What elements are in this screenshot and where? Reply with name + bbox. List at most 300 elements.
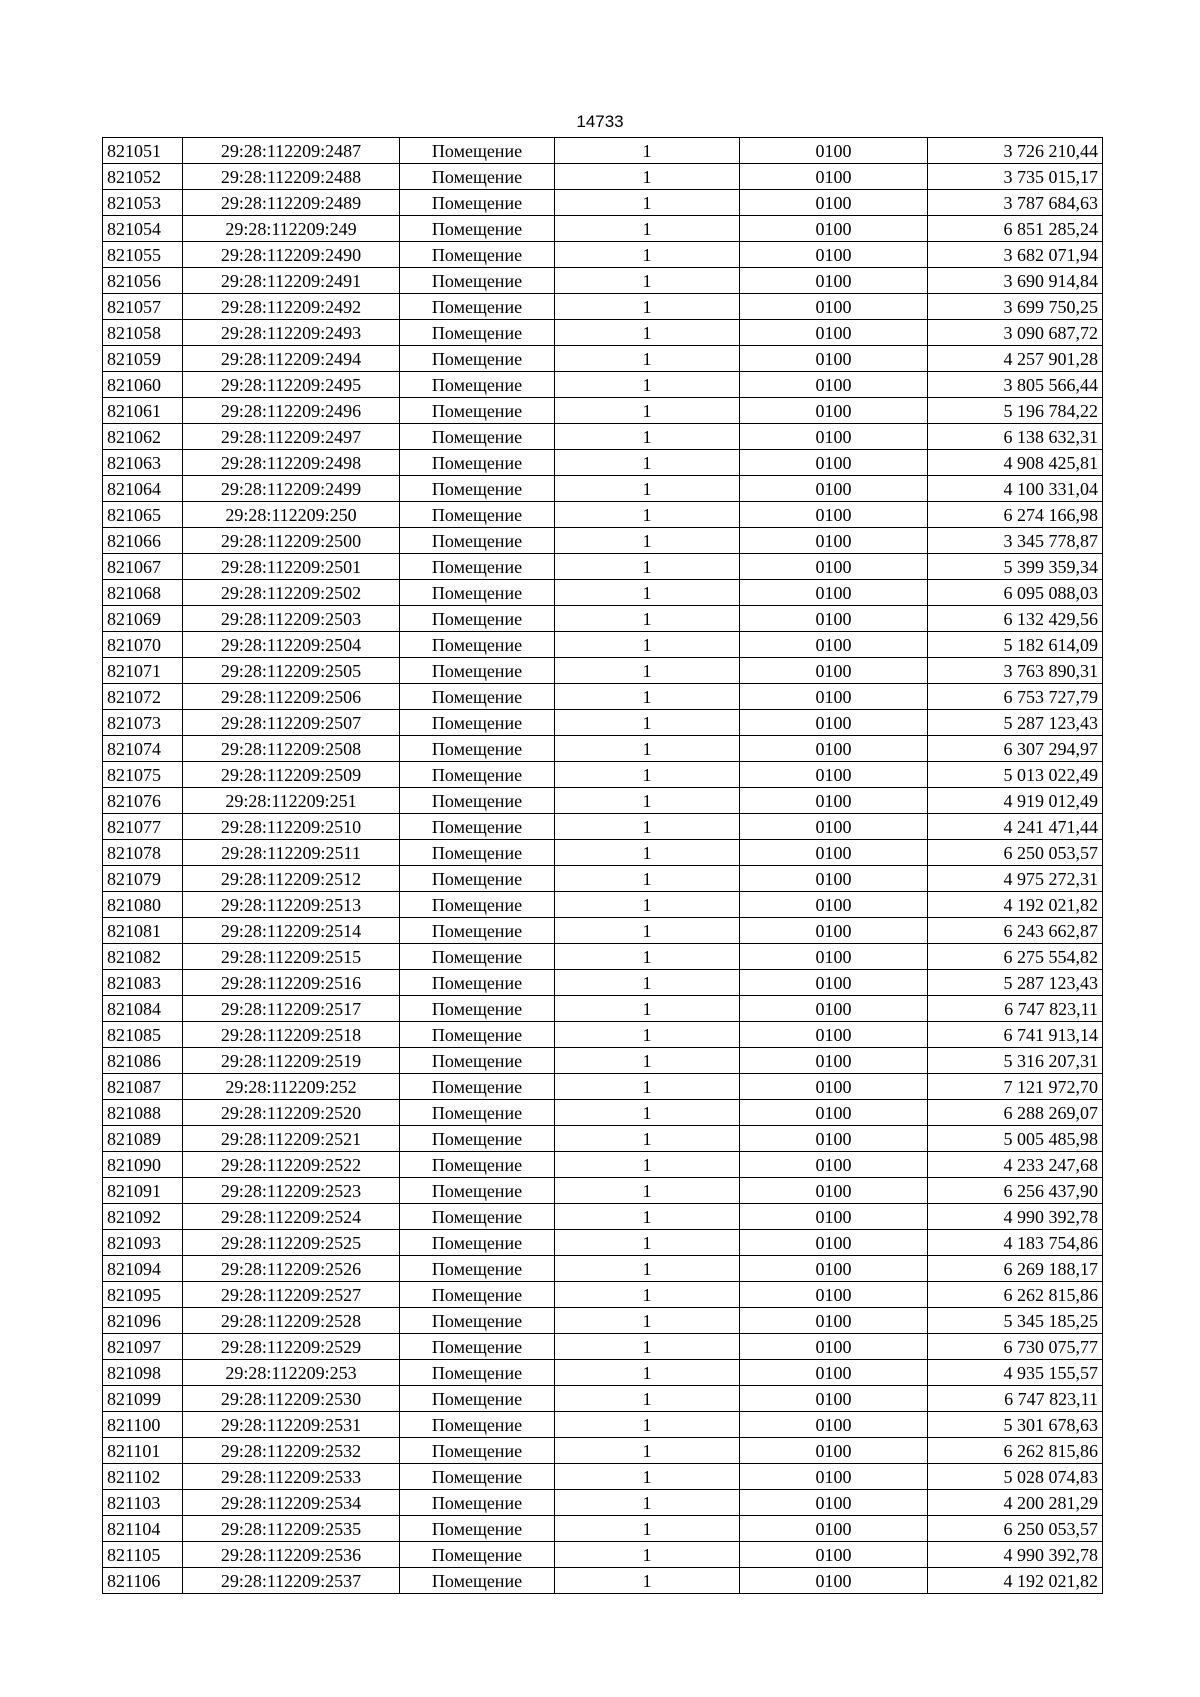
quantity-cell: 1	[555, 528, 740, 554]
object-type-cell: Помещение	[400, 476, 555, 502]
row-number-cell: 821082	[103, 944, 183, 970]
table-row	[103, 528, 1103, 554]
object-type-cell: Помещение	[400, 320, 555, 346]
cadastral-number-cell: 29:28:112209:251	[183, 788, 400, 814]
row-number-cell: 821051	[103, 138, 183, 164]
cadastral-number-cell: 29:28:112209:2509	[183, 762, 400, 788]
code-cell: 0100	[740, 866, 928, 892]
code-cell: 0100	[740, 1542, 928, 1568]
cadastral-number-cell: 29:28:112209:2488	[183, 164, 400, 190]
code-cell: 0100	[740, 1438, 928, 1464]
value-cell: 6 256 437,90	[928, 1178, 1103, 1204]
quantity-cell: 1	[555, 1152, 740, 1178]
row-number-cell: 821103	[103, 1490, 183, 1516]
value-cell: 6 307 294,97	[928, 736, 1103, 762]
table-row	[103, 996, 1103, 1022]
object-type-cell: Помещение	[400, 216, 555, 242]
object-type-cell: Помещение	[400, 892, 555, 918]
row-number-cell: 821096	[103, 1308, 183, 1334]
cadastral-number-cell: 29:28:112209:2498	[183, 450, 400, 476]
row-number-cell: 821066	[103, 528, 183, 554]
code-cell: 0100	[740, 1256, 928, 1282]
value-cell: 5 316 207,31	[928, 1048, 1103, 1074]
code-cell: 0100	[740, 1568, 928, 1594]
code-cell: 0100	[740, 1022, 928, 1048]
object-type-cell: Помещение	[400, 1516, 555, 1542]
quantity-cell: 1	[555, 1490, 740, 1516]
row-number-cell: 821097	[103, 1334, 183, 1360]
value-cell: 6 741 913,14	[928, 1022, 1103, 1048]
value-cell: 4 990 392,78	[928, 1542, 1103, 1568]
code-cell: 0100	[740, 398, 928, 424]
value-cell: 6 138 632,31	[928, 424, 1103, 450]
row-number-cell: 821070	[103, 632, 183, 658]
value-cell: 4 192 021,82	[928, 892, 1103, 918]
quantity-cell: 1	[555, 1022, 740, 1048]
row-number-cell: 821106	[103, 1568, 183, 1594]
object-type-cell: Помещение	[400, 502, 555, 528]
quantity-cell: 1	[555, 710, 740, 736]
table-row	[103, 476, 1103, 502]
quantity-cell: 1	[555, 1100, 740, 1126]
quantity-cell: 1	[555, 268, 740, 294]
cadastral-number-cell: 29:28:112209:2516	[183, 970, 400, 996]
quantity-cell: 1	[555, 762, 740, 788]
table-row	[103, 944, 1103, 970]
cadastral-number-cell: 29:28:112209:2494	[183, 346, 400, 372]
object-type-cell: Помещение	[400, 450, 555, 476]
quantity-cell: 1	[555, 580, 740, 606]
object-type-cell: Помещение	[400, 1334, 555, 1360]
table-row	[103, 1126, 1103, 1152]
value-cell: 3 735 015,17	[928, 164, 1103, 190]
code-cell: 0100	[740, 1152, 928, 1178]
quantity-cell: 1	[555, 164, 740, 190]
quantity-cell: 1	[555, 1438, 740, 1464]
cadastral-number-cell: 29:28:112209:253	[183, 1360, 400, 1386]
cadastral-number-cell: 29:28:112209:2515	[183, 944, 400, 970]
value-cell: 4 975 272,31	[928, 866, 1103, 892]
value-cell: 5 301 678,63	[928, 1412, 1103, 1438]
object-type-cell: Помещение	[400, 1542, 555, 1568]
code-cell: 0100	[740, 320, 928, 346]
value-cell: 6 262 815,86	[928, 1438, 1103, 1464]
object-type-cell: Помещение	[400, 528, 555, 554]
object-type-cell: Помещение	[400, 1282, 555, 1308]
code-cell: 0100	[740, 346, 928, 372]
cadastral-number-cell: 29:28:112209:2526	[183, 1256, 400, 1282]
code-cell: 0100	[740, 554, 928, 580]
object-type-cell: Помещение	[400, 190, 555, 216]
table-row	[103, 1360, 1103, 1386]
value-cell: 3 805 566,44	[928, 372, 1103, 398]
table-row	[103, 346, 1103, 372]
object-type-cell: Помещение	[400, 814, 555, 840]
row-number-cell: 821092	[103, 1204, 183, 1230]
quantity-cell: 1	[555, 944, 740, 970]
value-cell: 5 005 485,98	[928, 1126, 1103, 1152]
value-cell: 5 399 359,34	[928, 554, 1103, 580]
value-cell: 4 908 425,81	[928, 450, 1103, 476]
table-row	[103, 1334, 1103, 1360]
cadastral-number-cell: 29:28:112209:2487	[183, 138, 400, 164]
table-row	[103, 918, 1103, 944]
row-number-cell: 821094	[103, 1256, 183, 1282]
code-cell: 0100	[740, 1178, 928, 1204]
code-cell: 0100	[740, 710, 928, 736]
code-cell: 0100	[740, 1334, 928, 1360]
object-type-cell: Помещение	[400, 1412, 555, 1438]
cadastral-number-cell: 29:28:112209:2530	[183, 1386, 400, 1412]
quantity-cell: 1	[555, 320, 740, 346]
code-cell: 0100	[740, 1204, 928, 1230]
table-row	[103, 424, 1103, 450]
table-row	[103, 1282, 1103, 1308]
quantity-cell: 1	[555, 996, 740, 1022]
value-cell: 7 121 972,70	[928, 1074, 1103, 1100]
table-row	[103, 762, 1103, 788]
value-cell: 4 257 901,28	[928, 346, 1103, 372]
code-cell: 0100	[740, 268, 928, 294]
table-row	[103, 788, 1103, 814]
table-row	[103, 1230, 1103, 1256]
table-row	[103, 736, 1103, 762]
row-number-cell: 821069	[103, 606, 183, 632]
code-cell: 0100	[740, 736, 928, 762]
table-row	[103, 1100, 1103, 1126]
row-number-cell: 821057	[103, 294, 183, 320]
row-number-cell: 821055	[103, 242, 183, 268]
cadastral-number-cell: 29:28:112209:2513	[183, 892, 400, 918]
cadastral-number-cell: 29:28:112209:2512	[183, 866, 400, 892]
cadastral-number-cell: 29:28:112209:2511	[183, 840, 400, 866]
code-cell: 0100	[740, 1516, 928, 1542]
table-row	[103, 294, 1103, 320]
table-row	[103, 840, 1103, 866]
value-cell: 6 288 269,07	[928, 1100, 1103, 1126]
object-type-cell: Помещение	[400, 840, 555, 866]
table-row	[103, 450, 1103, 476]
value-cell: 6 095 088,03	[928, 580, 1103, 606]
code-cell: 0100	[740, 1308, 928, 1334]
row-number-cell: 821087	[103, 1074, 183, 1100]
object-type-cell: Помещение	[400, 996, 555, 1022]
object-type-cell: Помещение	[400, 1204, 555, 1230]
code-cell: 0100	[740, 1100, 928, 1126]
row-number-cell: 821093	[103, 1230, 183, 1256]
cadastral-number-cell: 29:28:112209:2500	[183, 528, 400, 554]
object-type-cell: Помещение	[400, 1308, 555, 1334]
cadastral-number-cell: 29:28:112209:2490	[183, 242, 400, 268]
cadastral-number-cell: 29:28:112209:2535	[183, 1516, 400, 1542]
quantity-cell: 1	[555, 242, 740, 268]
quantity-cell: 1	[555, 918, 740, 944]
object-type-cell: Помещение	[400, 554, 555, 580]
row-number-cell: 821056	[103, 268, 183, 294]
cadastral-number-cell: 29:28:112209:2496	[183, 398, 400, 424]
cadastral-number-cell: 29:28:112209:2523	[183, 1178, 400, 1204]
table-row	[103, 1022, 1103, 1048]
value-cell: 4 935 155,57	[928, 1360, 1103, 1386]
object-type-cell: Помещение	[400, 1152, 555, 1178]
row-number-cell: 821090	[103, 1152, 183, 1178]
row-number-cell: 821095	[103, 1282, 183, 1308]
code-cell: 0100	[740, 294, 928, 320]
table-row	[103, 268, 1103, 294]
object-type-cell: Помещение	[400, 424, 555, 450]
row-number-cell: 821100	[103, 1412, 183, 1438]
code-cell: 0100	[740, 450, 928, 476]
row-number-cell: 821080	[103, 892, 183, 918]
row-number-cell: 821101	[103, 1438, 183, 1464]
value-cell: 4 192 021,82	[928, 1568, 1103, 1594]
table-row	[103, 710, 1103, 736]
quantity-cell: 1	[555, 1048, 740, 1074]
row-number-cell: 821078	[103, 840, 183, 866]
value-cell: 4 200 281,29	[928, 1490, 1103, 1516]
table-row	[103, 1490, 1103, 1516]
code-cell: 0100	[740, 1490, 928, 1516]
object-type-cell: Помещение	[400, 1438, 555, 1464]
registry-table-body	[103, 138, 1103, 1594]
cadastral-number-cell: 29:28:112209:2536	[183, 1542, 400, 1568]
value-cell: 6 250 053,57	[928, 840, 1103, 866]
cadastral-number-cell: 29:28:112209:2493	[183, 320, 400, 346]
row-number-cell: 821068	[103, 580, 183, 606]
row-number-cell: 821086	[103, 1048, 183, 1074]
quantity-cell: 1	[555, 736, 740, 762]
cadastral-number-cell: 29:28:112209:2532	[183, 1438, 400, 1464]
row-number-cell: 821062	[103, 424, 183, 450]
quantity-cell: 1	[555, 606, 740, 632]
value-cell: 6 851 285,24	[928, 216, 1103, 242]
quantity-cell: 1	[555, 788, 740, 814]
cadastral-number-cell: 29:28:112209:2534	[183, 1490, 400, 1516]
table-row	[103, 1074, 1103, 1100]
object-type-cell: Помещение	[400, 1178, 555, 1204]
value-cell: 6 753 727,79	[928, 684, 1103, 710]
quantity-cell: 1	[555, 1126, 740, 1152]
object-type-cell: Помещение	[400, 1568, 555, 1594]
object-type-cell: Помещение	[400, 398, 555, 424]
object-type-cell: Помещение	[400, 684, 555, 710]
code-cell: 0100	[740, 164, 928, 190]
code-cell: 0100	[740, 814, 928, 840]
code-cell: 0100	[740, 1360, 928, 1386]
value-cell: 6 747 823,11	[928, 996, 1103, 1022]
table-row	[103, 138, 1103, 164]
quantity-cell: 1	[555, 632, 740, 658]
page-number: 14733	[576, 112, 624, 131]
table-row	[103, 1542, 1103, 1568]
row-number-cell: 821075	[103, 762, 183, 788]
table-row	[103, 320, 1103, 346]
row-number-cell: 821064	[103, 476, 183, 502]
object-type-cell: Помещение	[400, 762, 555, 788]
cadastral-number-cell: 29:28:112209:2508	[183, 736, 400, 762]
row-number-cell: 821102	[103, 1464, 183, 1490]
row-number-cell: 821074	[103, 736, 183, 762]
code-cell: 0100	[740, 762, 928, 788]
table-row	[103, 632, 1103, 658]
quantity-cell: 1	[555, 866, 740, 892]
value-cell: 6 275 554,82	[928, 944, 1103, 970]
code-cell: 0100	[740, 528, 928, 554]
quantity-cell: 1	[555, 1516, 740, 1542]
table-row	[103, 190, 1103, 216]
cadastral-number-cell: 29:28:112209:250	[183, 502, 400, 528]
value-cell: 6 730 075,77	[928, 1334, 1103, 1360]
code-cell: 0100	[740, 1048, 928, 1074]
code-cell: 0100	[740, 1412, 928, 1438]
code-cell: 0100	[740, 580, 928, 606]
cadastral-number-cell: 29:28:112209:2528	[183, 1308, 400, 1334]
cadastral-number-cell: 29:28:112209:2524	[183, 1204, 400, 1230]
table-row	[103, 892, 1103, 918]
row-number-cell: 821054	[103, 216, 183, 242]
code-cell: 0100	[740, 424, 928, 450]
cadastral-number-cell: 29:28:112209:2491	[183, 268, 400, 294]
code-cell: 0100	[740, 970, 928, 996]
row-number-cell: 821059	[103, 346, 183, 372]
quantity-cell: 1	[555, 1464, 740, 1490]
quantity-cell: 1	[555, 1542, 740, 1568]
table-row	[103, 502, 1103, 528]
row-number-cell: 821085	[103, 1022, 183, 1048]
object-type-cell: Помещение	[400, 866, 555, 892]
row-number-cell: 821061	[103, 398, 183, 424]
value-cell: 3 090 687,72	[928, 320, 1103, 346]
quantity-cell: 1	[555, 684, 740, 710]
quantity-cell: 1	[555, 554, 740, 580]
value-cell: 5 287 123,43	[928, 970, 1103, 996]
object-type-cell: Помещение	[400, 1230, 555, 1256]
value-cell: 5 287 123,43	[928, 710, 1103, 736]
row-number-cell: 821076	[103, 788, 183, 814]
row-number-cell: 821060	[103, 372, 183, 398]
row-number-cell: 821089	[103, 1126, 183, 1152]
object-type-cell: Помещение	[400, 710, 555, 736]
code-cell: 0100	[740, 190, 928, 216]
cadastral-number-cell: 29:28:112209:2489	[183, 190, 400, 216]
cadastral-number-cell: 29:28:112209:2501	[183, 554, 400, 580]
object-type-cell: Помещение	[400, 658, 555, 684]
table-row	[103, 1386, 1103, 1412]
quantity-cell: 1	[555, 840, 740, 866]
quantity-cell: 1	[555, 398, 740, 424]
value-cell: 3 682 071,94	[928, 242, 1103, 268]
value-cell: 5 345 185,25	[928, 1308, 1103, 1334]
table-row	[103, 1152, 1103, 1178]
object-type-cell: Помещение	[400, 918, 555, 944]
value-cell: 5 013 022,49	[928, 762, 1103, 788]
object-type-cell: Помещение	[400, 944, 555, 970]
cadastral-number-cell: 29:28:112209:2521	[183, 1126, 400, 1152]
code-cell: 0100	[740, 918, 928, 944]
table-row	[103, 1048, 1103, 1074]
quantity-cell: 1	[555, 814, 740, 840]
row-number-cell: 821098	[103, 1360, 183, 1386]
quantity-cell: 1	[555, 450, 740, 476]
value-cell: 4 183 754,86	[928, 1230, 1103, 1256]
table-row	[103, 606, 1103, 632]
cadastral-number-cell: 29:28:112209:2495	[183, 372, 400, 398]
object-type-cell: Помещение	[400, 1022, 555, 1048]
code-cell: 0100	[740, 1464, 928, 1490]
row-number-cell: 821088	[103, 1100, 183, 1126]
value-cell: 6 747 823,11	[928, 1386, 1103, 1412]
table-row	[103, 372, 1103, 398]
cadastral-number-cell: 29:28:112209:2503	[183, 606, 400, 632]
table-row	[103, 1568, 1103, 1594]
cadastral-number-cell: 29:28:112209:2506	[183, 684, 400, 710]
row-number-cell: 821105	[103, 1542, 183, 1568]
code-cell: 0100	[740, 944, 928, 970]
quantity-cell: 1	[555, 372, 740, 398]
code-cell: 0100	[740, 1386, 928, 1412]
row-number-cell: 821084	[103, 996, 183, 1022]
quantity-cell: 1	[555, 138, 740, 164]
code-cell: 0100	[740, 892, 928, 918]
value-cell: 6 250 053,57	[928, 1516, 1103, 1542]
code-cell: 0100	[740, 1074, 928, 1100]
row-number-cell: 821063	[103, 450, 183, 476]
quantity-cell: 1	[555, 1256, 740, 1282]
cadastral-number-cell: 29:28:112209:2510	[183, 814, 400, 840]
cadastral-number-cell: 29:28:112209:2517	[183, 996, 400, 1022]
value-cell: 6 269 188,17	[928, 1256, 1103, 1282]
quantity-cell: 1	[555, 1334, 740, 1360]
object-type-cell: Помещение	[400, 580, 555, 606]
cadastral-number-cell: 29:28:112209:2522	[183, 1152, 400, 1178]
value-cell: 6 274 166,98	[928, 502, 1103, 528]
row-number-cell: 821071	[103, 658, 183, 684]
code-cell: 0100	[740, 138, 928, 164]
table-row	[103, 164, 1103, 190]
table-row	[103, 1516, 1103, 1542]
quantity-cell: 1	[555, 1308, 740, 1334]
table-row	[103, 684, 1103, 710]
cadastral-number-cell: 29:28:112209:2505	[183, 658, 400, 684]
value-cell: 6 132 429,56	[928, 606, 1103, 632]
object-type-cell: Помещение	[400, 632, 555, 658]
object-type-cell: Помещение	[400, 268, 555, 294]
cadastral-number-cell: 29:28:112209:2533	[183, 1464, 400, 1490]
code-cell: 0100	[740, 684, 928, 710]
cadastral-number-cell: 29:28:112209:2502	[183, 580, 400, 606]
code-cell: 0100	[740, 502, 928, 528]
value-cell: 5 196 784,22	[928, 398, 1103, 424]
object-type-cell: Помещение	[400, 606, 555, 632]
cadastral-number-cell: 29:28:112209:2518	[183, 1022, 400, 1048]
value-cell: 4 100 331,04	[928, 476, 1103, 502]
row-number-cell: 821065	[103, 502, 183, 528]
object-type-cell: Помещение	[400, 1048, 555, 1074]
cadastral-number-cell: 29:28:112209:2514	[183, 918, 400, 944]
code-cell: 0100	[740, 372, 928, 398]
row-number-cell: 821099	[103, 1386, 183, 1412]
table-row	[103, 1464, 1103, 1490]
quantity-cell: 1	[555, 1204, 740, 1230]
value-cell: 4 241 471,44	[928, 814, 1103, 840]
table-row	[103, 1412, 1103, 1438]
quantity-cell: 1	[555, 1386, 740, 1412]
cadastral-number-cell: 29:28:112209:2525	[183, 1230, 400, 1256]
table-row	[103, 1438, 1103, 1464]
code-cell: 0100	[740, 606, 928, 632]
code-cell: 0100	[740, 788, 928, 814]
quantity-cell: 1	[555, 346, 740, 372]
